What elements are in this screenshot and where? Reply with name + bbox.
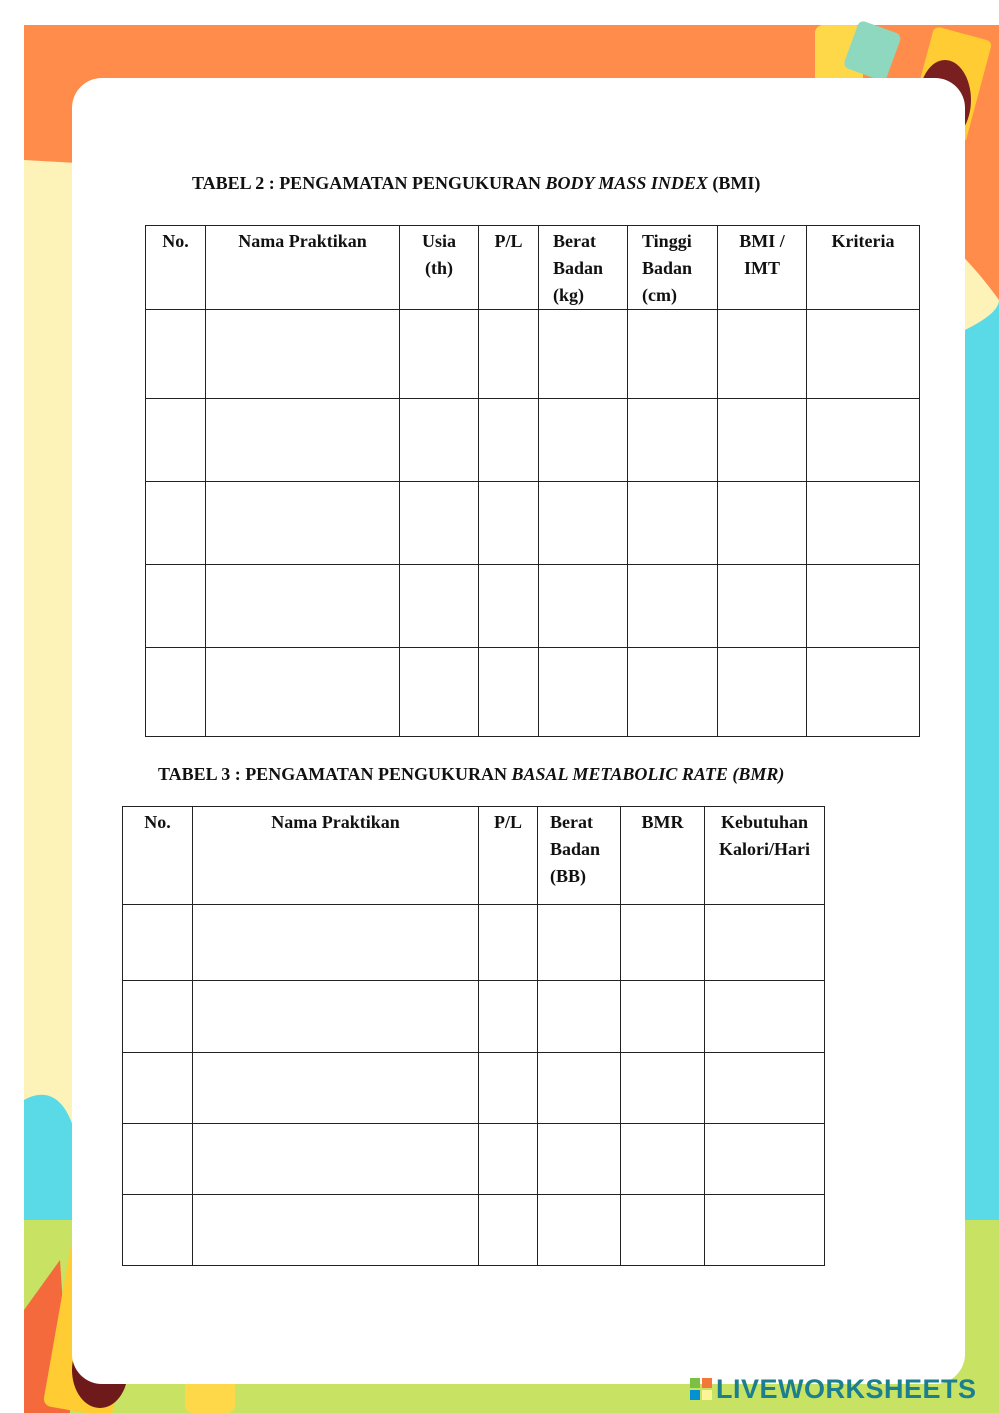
table-cell[interactable] bbox=[193, 1195, 479, 1266]
table-cell[interactable] bbox=[628, 310, 718, 399]
table-row bbox=[146, 648, 920, 737]
table-cell[interactable] bbox=[538, 1053, 621, 1124]
table-cell[interactable] bbox=[621, 981, 705, 1053]
bmr-header-gender: P/L bbox=[479, 807, 538, 905]
table-cell[interactable] bbox=[146, 565, 206, 648]
bmi-header-name: Nama Praktikan bbox=[206, 226, 400, 310]
table-cell[interactable] bbox=[538, 1124, 621, 1195]
bmi-header-age: Usia (th) bbox=[400, 226, 479, 310]
table-cell[interactable] bbox=[538, 981, 621, 1053]
table-cell[interactable] bbox=[479, 981, 538, 1053]
table2-title-text: TABEL 2 : PENGAMATAN PENGUKURAN bbox=[192, 173, 546, 193]
table-cell[interactable] bbox=[479, 482, 539, 565]
table3-title-italic: BASAL METABOLIC RATE (BMR) bbox=[511, 764, 785, 784]
bmi-header-criteria: Kriteria bbox=[807, 226, 920, 310]
table-cell[interactable] bbox=[400, 648, 479, 737]
table-cell[interactable] bbox=[807, 648, 920, 737]
table-cell[interactable] bbox=[718, 565, 807, 648]
table3-title-text: TABEL 3 : PENGAMATAN PENGUKURAN bbox=[158, 764, 512, 784]
table-cell[interactable] bbox=[539, 399, 628, 482]
liveworksheets-logo bbox=[690, 1372, 977, 1406]
table-cell[interactable] bbox=[206, 648, 400, 737]
table-cell[interactable] bbox=[705, 1195, 825, 1266]
table-row bbox=[123, 905, 825, 981]
table-row bbox=[123, 981, 825, 1053]
table-cell[interactable] bbox=[621, 1195, 705, 1266]
table-cell[interactable] bbox=[479, 1053, 538, 1124]
table-cell[interactable] bbox=[193, 981, 479, 1053]
table-cell[interactable] bbox=[628, 399, 718, 482]
table-cell[interactable] bbox=[400, 482, 479, 565]
table-cell[interactable] bbox=[123, 981, 193, 1053]
table-cell[interactable] bbox=[123, 1195, 193, 1266]
bmr-header-weight: Berat Badan (BB) bbox=[538, 807, 621, 905]
table-cell[interactable] bbox=[479, 905, 538, 981]
liveworksheets-logo-icon bbox=[690, 1378, 712, 1400]
table-cell[interactable] bbox=[807, 565, 920, 648]
table-cell[interactable] bbox=[206, 565, 400, 648]
table-cell[interactable] bbox=[479, 565, 539, 648]
bmr-header-bmr: BMR bbox=[621, 807, 705, 905]
table-cell[interactable] bbox=[807, 482, 920, 565]
table-cell[interactable] bbox=[146, 648, 206, 737]
table-cell[interactable] bbox=[807, 399, 920, 482]
table-cell[interactable] bbox=[479, 1195, 538, 1266]
bmi-header-gender: P/L bbox=[479, 226, 539, 310]
table-cell[interactable] bbox=[479, 399, 539, 482]
bmr-table-header-row bbox=[123, 807, 825, 905]
table-row bbox=[123, 1053, 825, 1124]
bmi-header-weight: Berat Badan (kg) bbox=[539, 226, 628, 310]
bmr-header-no: No. bbox=[123, 807, 193, 905]
table-row bbox=[123, 1195, 825, 1266]
table-cell[interactable] bbox=[718, 310, 807, 399]
table-cell[interactable] bbox=[718, 648, 807, 737]
liveworksheets-logo-text: LIVEWORKSHEETS bbox=[716, 1373, 977, 1404]
table-cell[interactable] bbox=[479, 310, 539, 399]
table-cell[interactable] bbox=[807, 310, 920, 399]
table-cell[interactable] bbox=[539, 482, 628, 565]
table-cell[interactable] bbox=[705, 905, 825, 981]
table-cell[interactable] bbox=[193, 1124, 479, 1195]
table-cell[interactable] bbox=[123, 905, 193, 981]
table-cell[interactable] bbox=[400, 310, 479, 399]
table-row bbox=[146, 565, 920, 648]
table-cell[interactable] bbox=[621, 1053, 705, 1124]
bmr-header-calories: Kebutuhan Kalori/Hari bbox=[705, 807, 825, 905]
table-cell[interactable] bbox=[538, 1195, 621, 1266]
bmi-header-bmi: BMI / IMT bbox=[718, 226, 807, 310]
table-cell[interactable] bbox=[400, 399, 479, 482]
table-cell[interactable] bbox=[206, 310, 400, 399]
table-cell[interactable] bbox=[705, 1053, 825, 1124]
table2-title-suffix: (BMI) bbox=[707, 173, 761, 193]
table-cell[interactable] bbox=[400, 565, 479, 648]
table-cell[interactable] bbox=[621, 905, 705, 981]
bmi-table-header-row bbox=[146, 226, 920, 310]
table2-title-italic: BODY MASS INDEX bbox=[545, 173, 708, 193]
table-cell[interactable] bbox=[193, 905, 479, 981]
table-row bbox=[123, 1124, 825, 1195]
table-cell[interactable] bbox=[718, 482, 807, 565]
bmr-header-name: Nama Praktikan bbox=[193, 807, 479, 905]
table-cell[interactable] bbox=[539, 565, 628, 648]
table-cell[interactable] bbox=[621, 1124, 705, 1195]
table-cell[interactable] bbox=[718, 399, 807, 482]
table-cell[interactable] bbox=[628, 565, 718, 648]
table-cell[interactable] bbox=[628, 482, 718, 565]
table-cell[interactable] bbox=[479, 648, 539, 737]
table-cell[interactable] bbox=[123, 1124, 193, 1195]
table-cell[interactable] bbox=[206, 482, 400, 565]
bmi-header-height: Tinggi Badan (cm) bbox=[628, 226, 718, 310]
table-cell[interactable] bbox=[705, 1124, 825, 1195]
bmi-header-no: No. bbox=[146, 226, 206, 310]
table-cell[interactable] bbox=[146, 482, 206, 565]
table-cell[interactable] bbox=[146, 310, 206, 399]
table-row bbox=[146, 310, 920, 399]
table-cell[interactable] bbox=[146, 399, 206, 482]
bmi-table bbox=[145, 225, 920, 737]
table-cell[interactable] bbox=[206, 399, 400, 482]
table-cell[interactable] bbox=[539, 648, 628, 737]
table-cell[interactable] bbox=[705, 981, 825, 1053]
table-cell[interactable] bbox=[628, 648, 718, 737]
table3-title bbox=[158, 764, 784, 785]
table-row bbox=[146, 399, 920, 482]
table-cell[interactable] bbox=[538, 905, 621, 981]
table-cell[interactable] bbox=[193, 1053, 479, 1124]
table-row bbox=[146, 482, 920, 565]
table-cell[interactable] bbox=[479, 1124, 538, 1195]
table2-title bbox=[192, 173, 760, 194]
table-cell[interactable] bbox=[123, 1053, 193, 1124]
table-cell[interactable] bbox=[539, 310, 628, 399]
bmr-table bbox=[122, 806, 825, 1266]
